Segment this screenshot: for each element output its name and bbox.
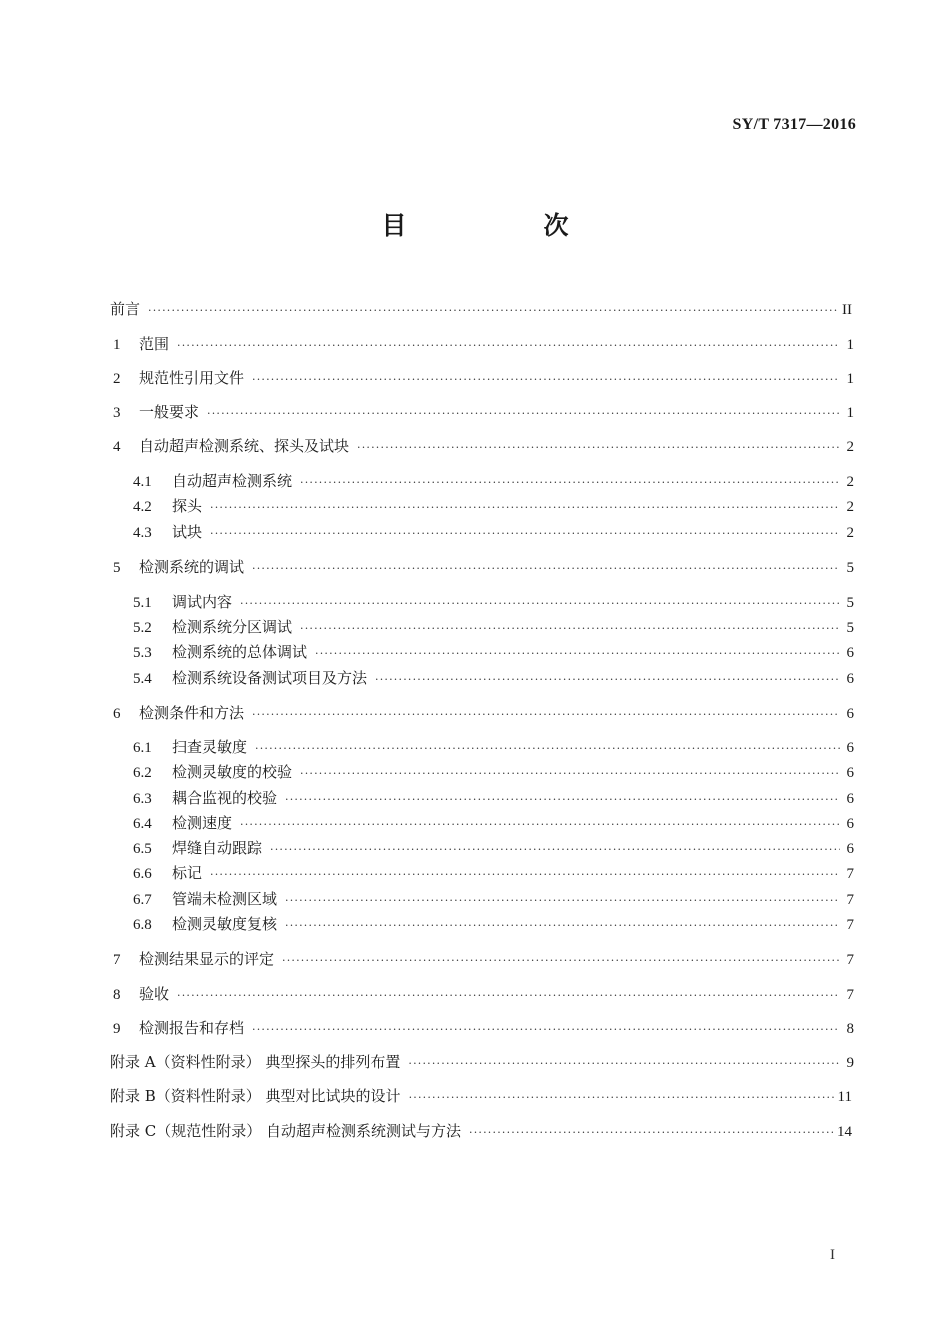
footer-page-number: I xyxy=(830,1247,835,1263)
toc-entry[interactable] xyxy=(113,402,854,422)
toc-entry-page: 7 xyxy=(846,952,854,968)
toc-entry[interactable] xyxy=(110,1086,852,1106)
toc-entry[interactable] xyxy=(113,557,854,577)
toc-entry-page: 11 xyxy=(837,1089,852,1105)
standard-code: SY/T 7317—2016 xyxy=(732,116,856,133)
toc-entry-page: 6 xyxy=(846,706,854,722)
toc-entry-label: 一般要求 xyxy=(139,403,200,421)
toc-entry-label: 自动超声检测系统 xyxy=(172,472,293,490)
dot-leader xyxy=(409,1088,834,1108)
toc-entry[interactable] xyxy=(133,496,854,516)
toc-entry-page: 7 xyxy=(846,917,854,933)
toc-entry[interactable] xyxy=(133,522,854,542)
toc-entry-label: 检测系统的总体调试 xyxy=(172,643,308,661)
toc-entry-page: 2 xyxy=(846,499,854,515)
toc-entry-label: 试块 xyxy=(172,523,203,541)
toc-entry-number: 3 xyxy=(113,405,121,421)
toc-entry-number: 2 xyxy=(113,371,121,387)
dot-leader xyxy=(300,473,840,493)
toc-entry-page: 5 xyxy=(846,595,854,611)
toc-entry-label: 附录 C（规范性附录） 自动超声检测系统测试与方法 xyxy=(110,1122,462,1140)
dot-leader xyxy=(177,986,840,1006)
toc-entry[interactable] xyxy=(133,889,854,909)
toc-entry-label: 规范性引用文件 xyxy=(139,369,245,387)
toc-entry[interactable] xyxy=(110,1052,854,1072)
toc-entry-label: 范围 xyxy=(139,335,170,353)
toc-entry-page: II xyxy=(842,302,852,318)
toc-entry-label: 扫查灵敏度 xyxy=(172,738,248,756)
toc-entry[interactable] xyxy=(113,703,854,723)
toc-entry[interactable] xyxy=(133,813,854,833)
dot-leader xyxy=(240,815,840,835)
toc-entry[interactable] xyxy=(113,334,854,354)
toc-entry-page: 6 xyxy=(846,816,854,832)
toc-entry-number: 6.3 xyxy=(133,791,152,807)
dot-leader xyxy=(210,498,840,518)
dot-leader xyxy=(285,891,840,911)
toc-entry-label: 附录 B（资料性附录） 典型对比试块的设计 xyxy=(110,1087,401,1105)
dot-leader xyxy=(282,951,840,971)
toc-entry-number: 6 xyxy=(113,706,121,722)
toc-entry-label: 附录 A（资料性附录） 典型探头的排列布置 xyxy=(110,1053,401,1071)
toc-entry-label: 检测灵敏度复核 xyxy=(172,915,278,933)
toc-entry-number: 5.2 xyxy=(133,620,152,636)
dot-leader xyxy=(252,705,840,725)
toc-entry[interactable] xyxy=(113,436,854,456)
toc-entry-number: 6.5 xyxy=(133,841,152,857)
toc-entry-label: 管端未检测区域 xyxy=(172,890,278,908)
toc-entry-number: 1 xyxy=(113,337,121,353)
toc-entry[interactable] xyxy=(113,1018,854,1038)
toc-entry[interactable] xyxy=(133,838,854,858)
dot-leader xyxy=(255,739,840,759)
toc-entry[interactable] xyxy=(133,863,854,883)
toc-entry-label: 检测报告和存档 xyxy=(139,1019,245,1037)
dot-leader xyxy=(357,438,840,458)
toc-entry[interactable] xyxy=(133,642,854,662)
toc-entry[interactable] xyxy=(113,368,854,388)
toc-entry-page: 7 xyxy=(846,892,854,908)
dot-leader xyxy=(469,1123,833,1143)
dot-leader xyxy=(285,916,840,936)
page-title: 目 次 xyxy=(381,211,625,240)
toc-entry-page: 5 xyxy=(846,620,854,636)
toc-entry-number: 6.2 xyxy=(133,765,152,781)
dot-leader xyxy=(300,764,840,784)
toc-entry-label: 调试内容 xyxy=(172,593,233,611)
toc-entry-number: 4.1 xyxy=(133,474,152,490)
dot-leader xyxy=(315,644,840,664)
toc-entry-page: 9 xyxy=(846,1055,854,1071)
toc-entry[interactable] xyxy=(133,914,854,934)
toc-entry-label: 检测条件和方法 xyxy=(139,704,245,722)
toc-entry[interactable] xyxy=(133,668,854,688)
dot-leader xyxy=(252,559,840,579)
dot-leader xyxy=(177,336,840,356)
toc-entry-number: 7 xyxy=(113,952,121,968)
dot-leader xyxy=(240,594,840,614)
toc-entry-page: 8 xyxy=(846,1021,854,1037)
dot-leader xyxy=(285,790,840,810)
toc-entry-label: 检测结果显示的评定 xyxy=(139,950,275,968)
toc-entry[interactable] xyxy=(133,617,854,637)
toc-entry-number: 5 xyxy=(113,560,121,576)
toc-entry-label: 检测速度 xyxy=(172,814,233,832)
toc-entry[interactable] xyxy=(110,299,852,319)
toc-entry[interactable] xyxy=(110,1121,852,1141)
toc-entry-page: 1 xyxy=(846,371,854,387)
toc-entry-page: 6 xyxy=(846,740,854,756)
toc-entry-number: 6.1 xyxy=(133,740,152,756)
toc-entry-number: 4.3 xyxy=(133,525,152,541)
toc-entry-page: 6 xyxy=(846,841,854,857)
toc-entry-number: 6.4 xyxy=(133,816,152,832)
toc-entry-page: 7 xyxy=(846,866,854,882)
toc-entry-number: 6.8 xyxy=(133,917,152,933)
toc-entry-label: 自动超声检测系统、探头及试块 xyxy=(139,437,350,455)
toc-entry-label: 耦合监视的校验 xyxy=(172,789,278,807)
toc-entry-page: 5 xyxy=(846,560,854,576)
dot-leader xyxy=(375,670,840,690)
toc-entry-label: 检测系统设备测试项目及方法 xyxy=(172,669,368,687)
toc-entry-page: 6 xyxy=(846,645,854,661)
toc-entry[interactable] xyxy=(133,737,854,757)
toc-entry[interactable] xyxy=(133,788,854,808)
toc-entry-label: 检测灵敏度的校验 xyxy=(172,763,293,781)
toc-entry-number: 8 xyxy=(113,987,121,1003)
toc-entry-page: 6 xyxy=(846,671,854,687)
dot-leader xyxy=(300,619,840,639)
toc-entry-label: 焊缝自动跟踪 xyxy=(172,839,263,857)
toc-entry-page: 1 xyxy=(846,405,854,421)
toc-entry-number: 5.3 xyxy=(133,645,152,661)
toc-entry-page: 1 xyxy=(846,337,854,353)
dot-leader xyxy=(408,1054,840,1074)
toc-entry-number: 5.4 xyxy=(133,671,152,687)
toc-entry-label: 验收 xyxy=(139,985,170,1003)
toc-entry-label: 前言 xyxy=(110,300,141,318)
toc-entry-page: 6 xyxy=(846,791,854,807)
dot-leader xyxy=(210,524,840,544)
toc-entry-page: 2 xyxy=(846,525,854,541)
toc-entry-number: 6.7 xyxy=(133,892,152,908)
toc-entry-label: 检测系统分区调试 xyxy=(172,618,293,636)
dot-leader xyxy=(270,840,840,860)
toc-entry-number: 5.1 xyxy=(133,595,152,611)
toc-entry-number: 4.2 xyxy=(133,499,152,515)
toc-entry[interactable] xyxy=(133,471,854,491)
toc-entry[interactable] xyxy=(133,762,854,782)
toc-entry-page: 2 xyxy=(846,474,854,490)
toc-entry-number: 4 xyxy=(113,439,121,455)
toc-entry-page: 2 xyxy=(846,439,854,455)
toc-entry-number: 6.6 xyxy=(133,866,152,882)
toc-entry-label: 探头 xyxy=(172,497,203,515)
toc-entry-label: 检测系统的调试 xyxy=(139,558,245,576)
toc-entry-page: 14 xyxy=(837,1124,852,1140)
toc-entry-label: 标记 xyxy=(172,864,203,882)
toc-entry-page: 7 xyxy=(846,987,854,1003)
dot-leader xyxy=(148,301,838,321)
dot-leader xyxy=(252,1020,840,1040)
dot-leader xyxy=(210,865,840,885)
toc-entry[interactable] xyxy=(113,984,854,1004)
dot-leader xyxy=(252,370,840,390)
toc-entry-page: 6 xyxy=(846,765,854,781)
toc-entry[interactable] xyxy=(113,949,854,969)
toc-entry[interactable] xyxy=(133,592,854,612)
toc-entry-number: 9 xyxy=(113,1021,121,1037)
dot-leader xyxy=(207,404,840,424)
